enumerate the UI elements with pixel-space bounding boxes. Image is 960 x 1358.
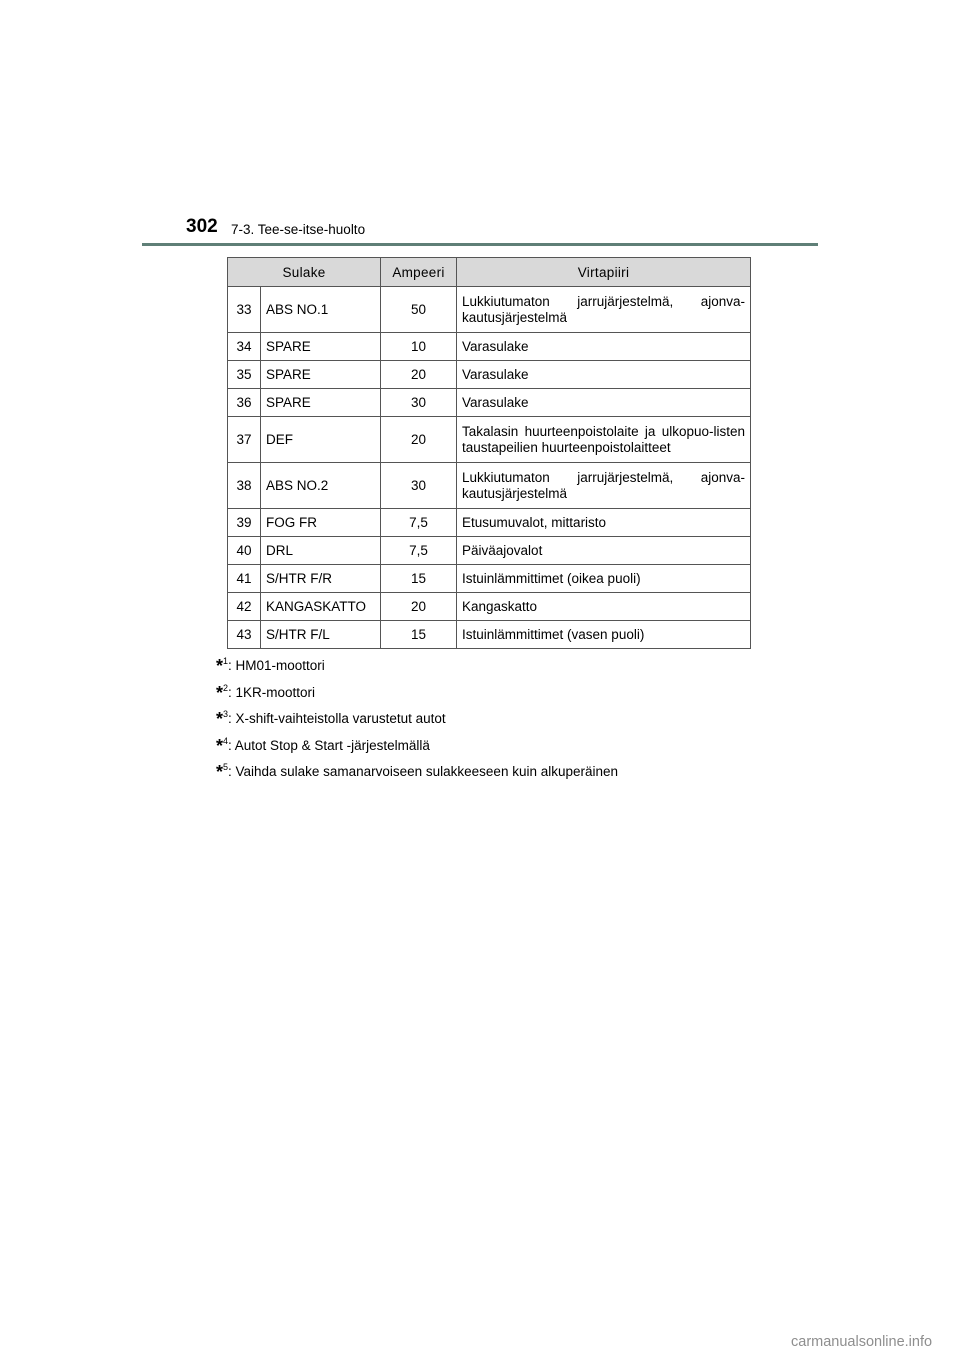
fuse-number: 37 — [228, 417, 261, 463]
footnote-text: : 1KR-moottori — [228, 684, 316, 700]
table-row — [228, 509, 751, 537]
footnote-star: * — [216, 735, 224, 756]
page-number: 302 — [186, 216, 218, 237]
fuse-circuit: Etusumuvalot, mittaristo — [457, 509, 751, 537]
fuse-number: 43 — [228, 621, 261, 649]
fuse-circuit: Takalasin huurteenpoistolaite ja ulkopuo-listen taustapeilien huurteenpoistolaitteet — [457, 417, 751, 463]
table-row — [228, 361, 751, 389]
table-row — [228, 417, 751, 463]
column-header-circuit: Virtapiiri — [457, 258, 751, 287]
footnote-text: : HM01-moottori — [228, 658, 325, 673]
fuse-number: 39 — [228, 509, 261, 537]
fuse-ampere: 30 — [381, 463, 457, 509]
table-header-row — [228, 258, 751, 287]
footnote — [216, 762, 618, 789]
footnote-marker: 1 — [223, 656, 229, 666]
footnote-text: : Vaihda sulake samanarvoiseen sulakkeeseen kuin alkuperäinen — [228, 764, 619, 779]
footnote — [216, 736, 618, 763]
fuse-table — [227, 257, 751, 649]
fuse-name: SPARE — [261, 389, 381, 417]
fuse-name: FOG FR — [261, 509, 381, 537]
footnote — [216, 709, 618, 736]
fuse-circuit: Kangaskatto — [457, 593, 751, 621]
fuse-number: 42 — [228, 593, 261, 621]
fuse-number: 38 — [228, 463, 261, 509]
table-row — [228, 565, 751, 593]
fuse-circuit: Varasulake — [457, 333, 751, 361]
fuse-circuit: Päiväajovalot — [457, 537, 751, 565]
fuse-name: ABS NO.2 — [261, 463, 381, 509]
footnote-star: * — [216, 656, 224, 676]
table-row — [228, 287, 751, 333]
footnote-star: * — [216, 709, 224, 729]
watermark-link[interactable]: carmanualsonline.info — [791, 1334, 933, 1350]
fuse-ampere: 30 — [381, 389, 457, 417]
fuse-number: 41 — [228, 565, 261, 593]
fuse-name: SPARE — [261, 333, 381, 361]
column-header-ampere: Ampeeri — [381, 258, 457, 287]
table-row — [228, 593, 751, 621]
fuse-ampere: 50 — [381, 287, 457, 333]
header-divider — [142, 243, 818, 246]
fuse-ampere: 20 — [381, 417, 457, 463]
fuse-circuit: Lukkiutumaton jarrujärjestelmä, ajonva-kautusjärjestelmä — [457, 463, 751, 509]
fuse-ampere: 20 — [381, 593, 457, 621]
fuse-name: ABS NO.1 — [261, 287, 381, 333]
footnotes — [216, 656, 618, 789]
fuse-number: 34 — [228, 333, 261, 361]
footnote-marker: 3 — [223, 709, 229, 719]
fuse-ampere: 7,5 — [381, 537, 457, 565]
footnote-marker: 5 — [223, 762, 229, 772]
table-row — [228, 389, 751, 417]
fuse-name: S/HTR F/L — [261, 621, 381, 649]
fuse-ampere: 20 — [381, 361, 457, 389]
fuse-circuit: Varasulake — [457, 389, 751, 417]
fuse-circuit: Lukkiutumaton jarrujärjestelmä, ajonva-kautusjärjestelmä — [457, 287, 751, 333]
fuse-name: DRL — [261, 537, 381, 565]
footnote-text: : X-shift-vaihteistolla varustetut autot — [228, 711, 446, 726]
footnote-marker: 2 — [223, 682, 229, 693]
fuse-number: 35 — [228, 361, 261, 389]
fuse-number: 33 — [228, 287, 261, 333]
fuse-name: KANGASKATTO — [261, 593, 381, 621]
table-row — [228, 537, 751, 565]
fuse-name: DEF — [261, 417, 381, 463]
section-title: 7-3. Tee-se-itse-huolto — [231, 222, 366, 237]
table-row — [228, 621, 751, 649]
table-row — [228, 333, 751, 361]
fuse-name: S/HTR F/R — [261, 565, 381, 593]
footnote-star: * — [216, 682, 224, 703]
footnote-star: * — [216, 762, 224, 782]
footnote — [216, 656, 618, 683]
fuse-ampere: 10 — [381, 333, 457, 361]
column-header-fuse: Sulake — [228, 258, 381, 287]
footnote-marker: 4 — [223, 735, 229, 746]
footnote — [216, 683, 618, 710]
fuse-circuit: Varasulake — [457, 361, 751, 389]
fuse-ampere: 7,5 — [381, 509, 457, 537]
fuse-ampere: 15 — [381, 621, 457, 649]
fuse-name: SPARE — [261, 361, 381, 389]
fuse-ampere: 15 — [381, 565, 457, 593]
footnote-text: : Autot Stop & Start -järjestelmällä — [228, 737, 430, 753]
fuse-number: 36 — [228, 389, 261, 417]
table-row — [228, 463, 751, 509]
fuse-circuit: Istuinlämmittimet (oikea puoli) — [457, 565, 751, 593]
fuse-circuit: Istuinlämmittimet (vasen puoli) — [457, 621, 751, 649]
fuse-number: 40 — [228, 537, 261, 565]
